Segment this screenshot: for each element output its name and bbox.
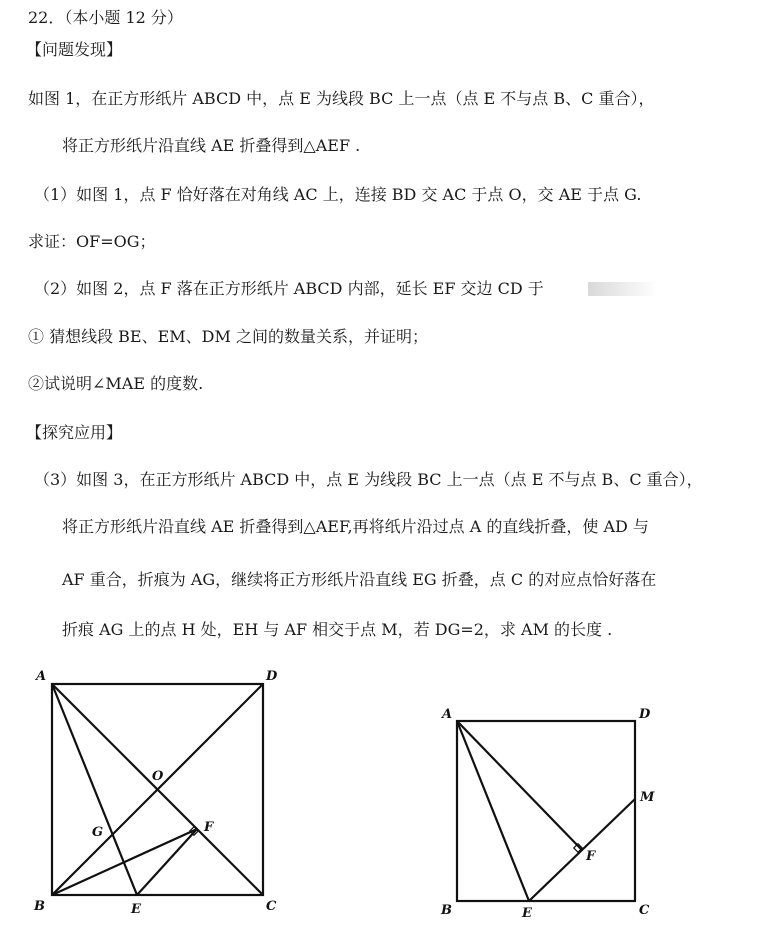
- fig1-label-g: G: [92, 825, 104, 840]
- question-2a: ① 猜想线段 BE、EM、DM 之间的数量关系，并证明；: [28, 327, 428, 346]
- section-heading-discovery: 【问题发现】: [26, 40, 123, 59]
- fig1-label-b: B: [34, 899, 45, 914]
- fig2-label-m: M: [640, 790, 655, 805]
- section-heading-application: 【探究应用】: [26, 423, 123, 442]
- fig1-segment-bf: [52, 829, 197, 895]
- fig2-label-c: C: [639, 903, 650, 918]
- question-3-line2: 将正方形纸片沿直线 AE 折叠得到△AEF,再将纸片沿过点 A 的直线折叠，使 AD 与: [62, 517, 649, 536]
- fig1-label-c: C: [266, 899, 277, 914]
- fig2-segment-af: [457, 721, 581, 849]
- fig1-segment-ae: [52, 684, 137, 895]
- fig1-label-o: O: [152, 769, 164, 784]
- question-2b: ②试说明∠MAE 的度数.: [28, 374, 204, 393]
- question-3-line4: 折痕 AG 上的点 H 处，EH 与 AF 相交于点 M，若 DG=2，求 AM 的长度 .: [62, 620, 613, 639]
- question-2: （2）如图 2，点 F 落在正方形纸片 ABCD 内部，延长 EF 交边 CD 于: [34, 279, 544, 298]
- fig2-label-d: D: [639, 707, 651, 722]
- smudged-text-area: [588, 282, 658, 296]
- question-1: （1）如图 1，点 F 恰好落在对角线 AC 上，连接 BD 交 AC 于点 O，交 AE 于点 G.: [34, 185, 642, 204]
- problem-intro-line2: 将正方形纸片沿直线 AE 折叠得到△AEF .: [62, 136, 361, 155]
- problem-number: 22．（本小题 12 分）: [28, 8, 183, 27]
- fig1-label-f: F: [204, 820, 214, 835]
- problem-intro-line1: 如图 1，在正方形纸片 ABCD 中，点 E 为线段 BC 上一点（点 E 不与点 B、C 重合），: [28, 89, 655, 108]
- fig2-label-a: A: [442, 707, 453, 722]
- fig2-segment-em: [529, 799, 635, 901]
- fig1-label-a: A: [36, 669, 47, 684]
- fig2-segment-ae: [457, 721, 529, 901]
- question-1-prove: 求证：OF=OG；: [28, 232, 156, 251]
- question-3-line1: （3）如图 3，在正方形纸片 ABCD 中，点 E 为线段 BC 上一点（点 E 不与点 B、C 重合），: [34, 470, 703, 489]
- question-3-line3: AF 重合，折痕为 AG，继续将正方形纸片沿直线 EG 折叠，点 C 的对应点恰好落在: [62, 570, 657, 589]
- fig1-segment-ef: [137, 829, 197, 895]
- fig1-label-d: D: [266, 669, 278, 684]
- figure-2-diagram: [420, 690, 680, 920]
- fig2-label-e: E: [522, 906, 532, 920]
- figure-1-diagram: [0, 655, 300, 920]
- fig2-label-b: B: [441, 903, 452, 918]
- fig1-label-e: E: [131, 902, 141, 917]
- fig2-label-f: F: [586, 849, 596, 864]
